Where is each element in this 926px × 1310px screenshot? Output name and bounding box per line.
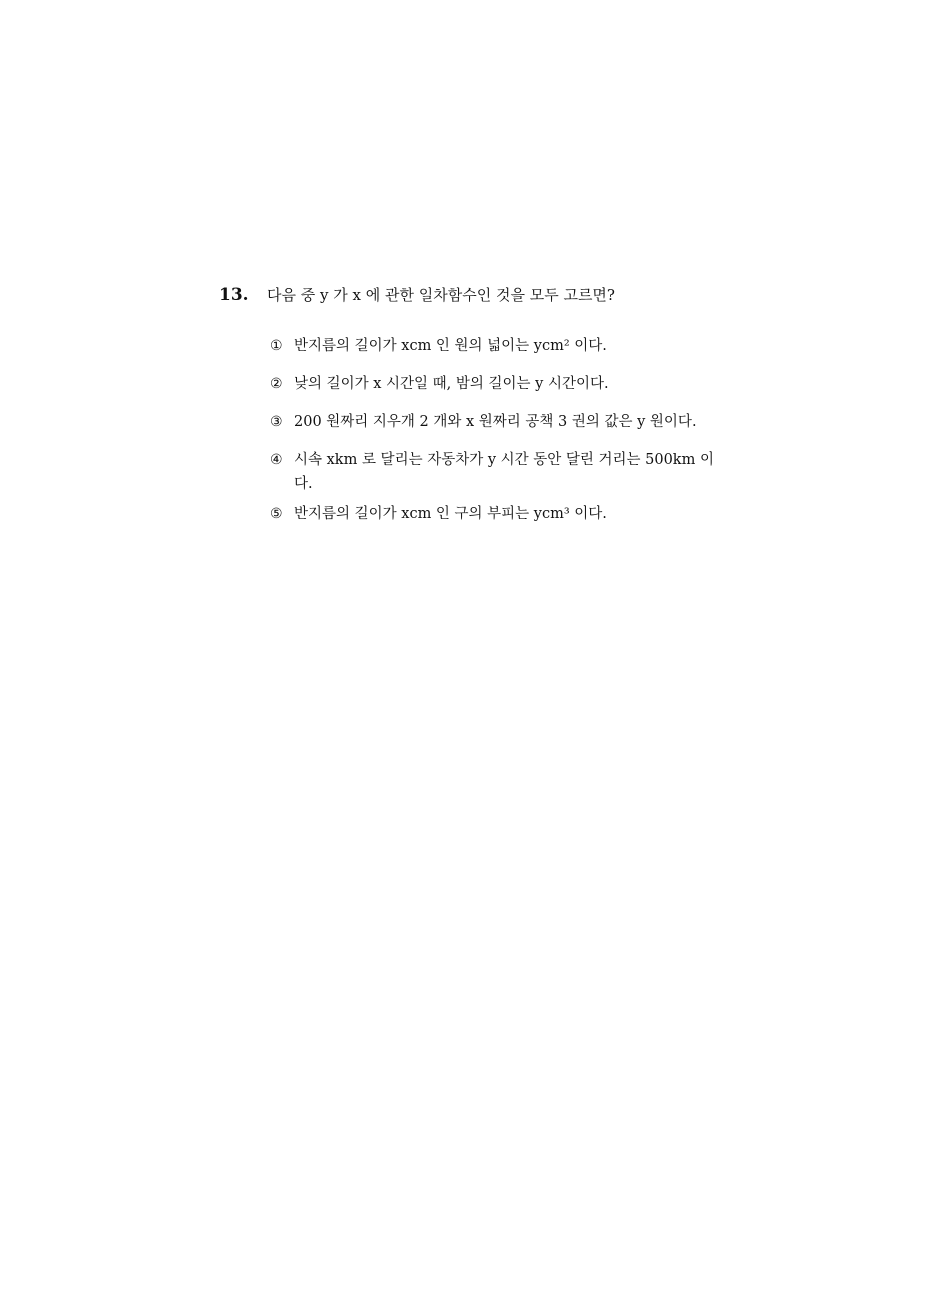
choice-text: 시속 xkm 로 달리는 자동차가 y 시간 동안 달린 거리는 500km 이다. [294,452,714,492]
question-prompt: 다음 중 y 가 x 에 관한 일차함수인 것을 모두 고르면? [267,286,615,304]
choice-text: 200 원짜리 지우개 2 개와 x 원짜리 공책 3 권의 값은 y 원이다. [294,414,697,430]
choice-marker: ④ [270,452,283,468]
choice-2[interactable] [270,372,730,396]
choice-text: 반지름의 길이가 xcm 인 구의 부피는 ycm³ 이다. [294,506,607,522]
choice-text: 반지름의 길이가 xcm 인 원의 넓이는 ycm² 이다. [294,338,607,354]
choice-1[interactable] [270,334,730,358]
choice-marker: ① [270,338,283,354]
question-block [219,283,739,307]
question-number: 13. [219,285,249,305]
choice-4[interactable] [270,448,730,496]
choice-marker: ③ [270,414,283,430]
choice-3[interactable] [270,410,730,434]
question-header [219,283,739,307]
answer-choices [270,334,730,540]
choice-marker: ⑤ [270,506,283,522]
choice-marker: ② [270,376,283,392]
choice-5[interactable] [270,502,730,526]
choice-text: 낮의 길이가 x 시간일 때, 밤의 길이는 y 시간이다. [294,376,609,392]
